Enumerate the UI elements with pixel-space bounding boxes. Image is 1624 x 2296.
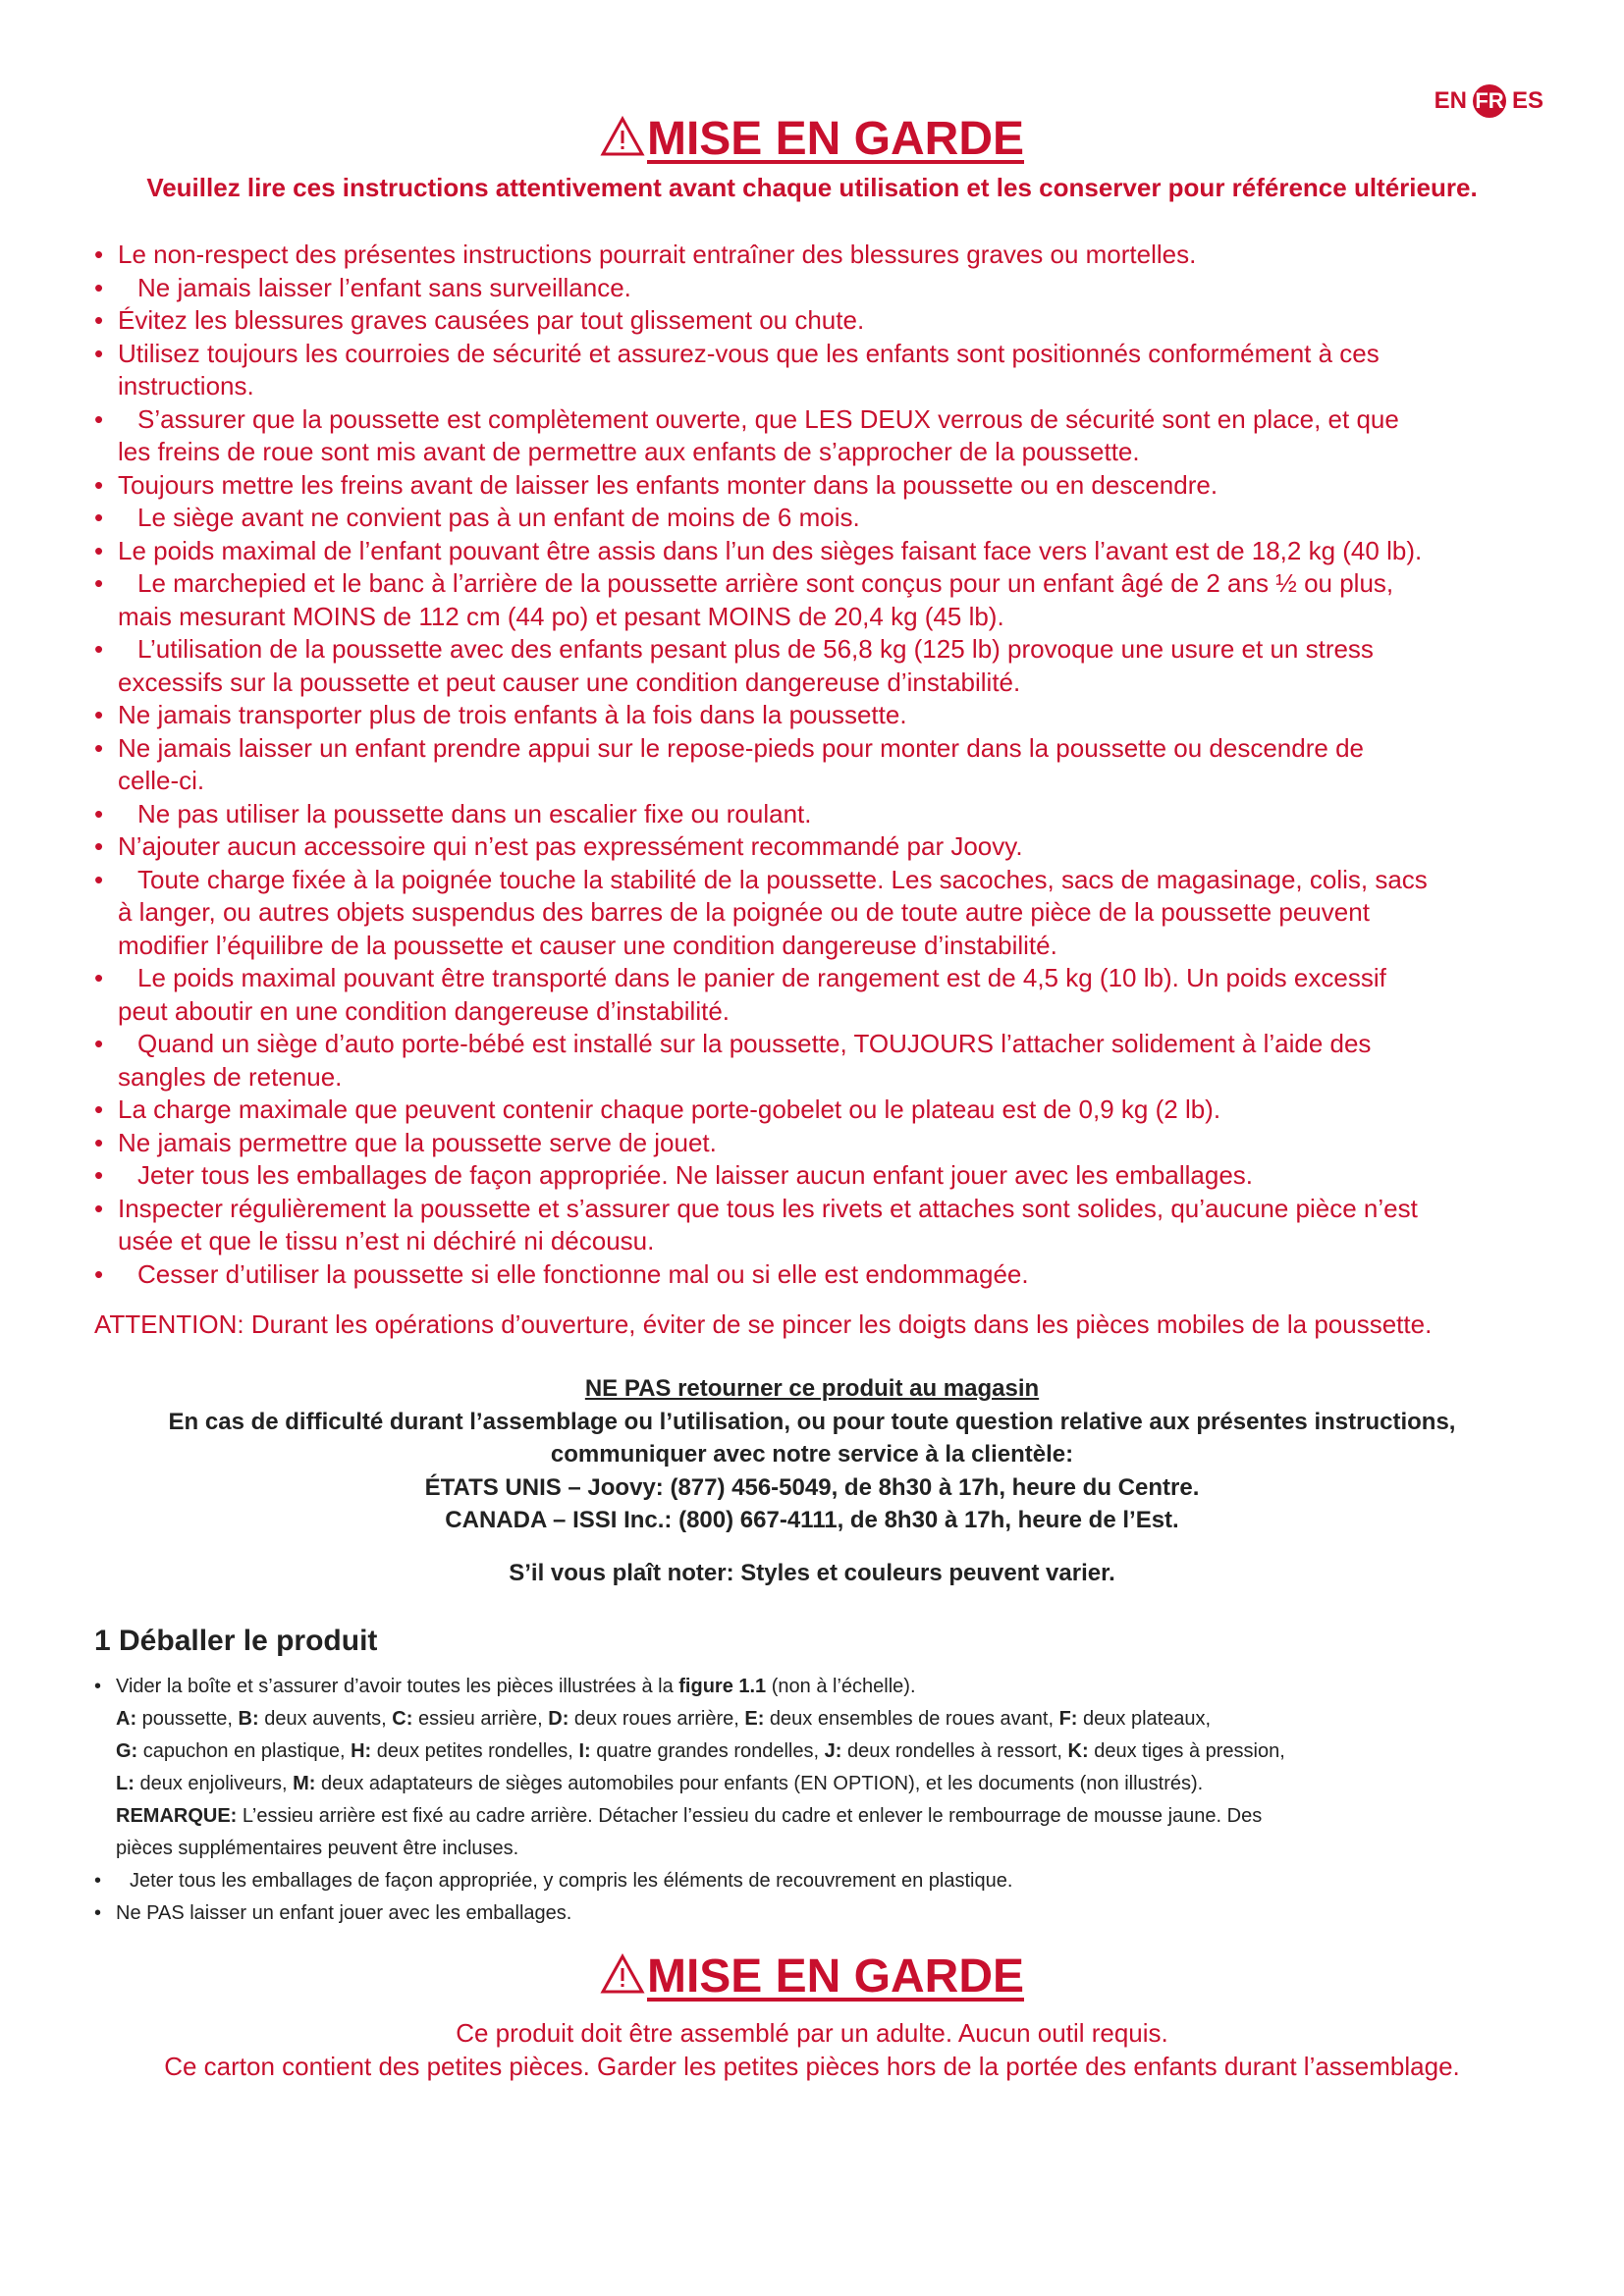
assembly-warning bbox=[0, 2016, 1624, 2083]
list-item: • Vider la boîte et s’assurer d’avoir toutes les pièces illustrées à la figure 1.1 (non à l’échelle). A: poussette, B: deux auvents, C: essieu arrière, D: deux roues arrière, E: deux ensembles de roues avant, F: deux plateaux, G: capuchon en plastique, H: deux petites rondelles, I: quatre grandes rondelles, J: deux rondelles à ressort, K: deux tiges à pression, L: deux enjoliveurs, M: deux adaptateurs de sièges automobiles pour enfants (EN OPTION), et les documents (non illustrés). REMARQUE: L’essieu arrière est fixé au cadre arrière. Détacher l’essieu du cadre et enlever le rembourrage de mousse jaune. Des pièces supplémentaires peuvent être incluses. bbox=[94, 1671, 1567, 1865]
list-item: • Ne PAS laisser un enfant jouer avec les emballages. bbox=[94, 1902, 572, 1924]
warning-item: • Quand un siège d’auto porte-bébé est installé sur la poussette, TOUJOURS l’attacher solidement à l’aide des sangles de retenue. bbox=[94, 1028, 1557, 1094]
contact-block bbox=[0, 1372, 1624, 1537]
warning-title-text: MISE EN GARDE bbox=[646, 1950, 1025, 2002]
warning-item: • L’utilisation de la poussette avec des enfants pesant plus de 56,8 kg (125 lb) provoque une usure et un stress excessifs sur la poussette et peut causer une condition dangereuse d’instabilité. bbox=[94, 633, 1557, 699]
warning-item: • S’assurer que la poussette est complètement ouverte, que LES DEUX verrous de sécurité sont en place, et que les freins de roue sont mis avant de permettre aux enfants de s’approcher de la poussette. bbox=[94, 403, 1557, 469]
parts-list-line: L: deux enjoliveurs, M: deux adaptateurs de sièges automobiles pour enfants (EN OPTION), et les documents (non illustrés). bbox=[116, 1773, 1204, 1794]
parts-list-line: G: capuchon en plastique, H: deux petites rondelles, I: quatre grandes rondelles, J: deux rondelles à ressort, K: deux tiges à pression, bbox=[116, 1740, 1285, 1762]
warning-title bbox=[0, 112, 1624, 167]
contact-us-phone: ÉTATS UNIS – Joovy: (877) 456-5049, de 8h30 à 17h, heure du Centre. bbox=[424, 1473, 1200, 1501]
warning-item: • Jeter tous les emballages de façon appropriée. Ne laisser aucun enfant jouer avec les emballages. bbox=[94, 1159, 1557, 1193]
warning-item: • Ne jamais transporter plus de trois enfants à la fois dans la poussette. bbox=[94, 699, 1557, 732]
contact-line: communiquer avec notre service à la clientèle: bbox=[550, 1441, 1074, 1468]
warning-item: • Le siège avant ne convient pas à un enfant de moins de 6 mois. bbox=[94, 502, 1557, 535]
assembly-line: Ce produit doit être assemblé par un adulte. Aucun outil requis. bbox=[456, 2018, 1168, 2048]
parts-list-line: A: poussette, B: deux auvents, C: essieu arrière, D: deux roues arrière, E: deux ensembles de roues avant, F: deux plateaux, bbox=[116, 1708, 1212, 1730]
contact-line: En cas de difficulté durant l’assemblage ou l’utilisation, ou pour toute question relative aux présentes instructions, bbox=[168, 1408, 1456, 1435]
remark-continued: pièces supplémentaires peuvent être incluses. bbox=[116, 1838, 519, 1859]
warning-item: • La charge maximale que peuvent contenir chaque porte-gobelet ou le plateau est de 0,9 kg (2 lb). bbox=[94, 1094, 1557, 1127]
lang-es[interactable]: ES bbox=[1511, 87, 1543, 114]
warning-item: • Le poids maximal pouvant être transporté dans le panier de rangement est de 4,5 kg (10 lb). Un poids excessif peut aboutir en une condition dangereuse d’instabilité. bbox=[94, 962, 1557, 1028]
remark: REMARQUE: L’essieu arrière est fixé au cadre arrière. Détacher l’essieu du cadre et enlever le rembourrage de mousse jaune. Des bbox=[116, 1805, 1263, 1827]
warning-item: • Le marchepied et le banc à l’arrière de la poussette arrière sont conçus pour un enfant âgé de 2 ans ½ ou plus, mais mesurant MOINS de 112 cm (44 po) et pesant MOINS de 20,4 kg (45 lb). bbox=[94, 567, 1557, 633]
unpack-section bbox=[94, 1671, 1567, 1930]
attention-note: ATTENTION: Durant les opérations d’ouverture, éviter de se pincer les doigts dans les pièces mobiles de la poussette. bbox=[94, 1309, 1433, 1339]
list-item: • Jeter tous les emballages de façon appropriée, y compris les éléments de recouvrement en plastique. bbox=[94, 1870, 1013, 1892]
lang-en[interactable]: EN bbox=[1434, 87, 1467, 114]
warning-item: • Le poids maximal de l’enfant pouvant être assis dans l’un des sièges faisant face vers l’avant est de 18,2 kg (40 lb). bbox=[94, 535, 1557, 568]
warning-item: • Cesser d’utiliser la poussette si elle fonctionne mal ou si elle est endommagée. bbox=[94, 1258, 1557, 1292]
warning-item: • Toute charge fixée à la poignée touche la stabilité de la poussette. Les sacoches, sacs de magasinage, colis, sacs à langer, ou autres objets suspendus des barres de la poignée ou de toute autre pièce de la poussette peuvent modifier l’équilibre de la poussette et causer une condition dangereuse d’instabilité. bbox=[94, 864, 1557, 963]
warning-item: • Utilisez toujours les courroies de sécurité et assurez-vous que les enfants sont positionnés conformément à ces instructions. bbox=[94, 338, 1557, 403]
contact-heading: NE PAS retourner ce produit au magasin bbox=[584, 1375, 1040, 1402]
warning-triangle-icon bbox=[600, 116, 645, 157]
styles-note: S’il vous plaît noter: Styles et couleurs peuvent varier. bbox=[509, 1560, 1115, 1586]
warning-item: • N’ajouter aucun accessoire qui n’est pas expressément recommandé par Joovy. bbox=[94, 830, 1557, 864]
warning-item: • Ne jamais laisser un enfant prendre appui sur le repose-pieds pour monter dans la poussette ou descendre de celle-ci. bbox=[94, 732, 1557, 798]
warning-list bbox=[94, 239, 1557, 1291]
warning-subtitle: Veuillez lire ces instructions attentivement avant chaque utilisation et les conserver pour référence ultérieure. bbox=[146, 173, 1478, 202]
warning-item: • Ne jamais laisser l’enfant sans surveillance. bbox=[94, 272, 1557, 305]
warning-triangle-icon bbox=[600, 1953, 645, 1995]
warning-item: • Le non-respect des présentes instructions pourrait entraîner des blessures graves ou mortelles. bbox=[94, 239, 1557, 272]
warning-item: • Inspecter régulièrement la poussette et s’assurer que tous les rivets et attaches sont solides, qu’aucune pièce n’est usée et que le tissu n’est ni déchiré ni décousu. bbox=[94, 1193, 1557, 1258]
warning-title bbox=[0, 1949, 1624, 2004]
contact-canada-phone: CANADA – ISSI Inc.: (800) 667-4111, de 8h30 à 17h, heure de l’Est. bbox=[445, 1507, 1179, 1533]
warning-item: • Évitez les blessures graves causées par tout glissement ou chute. bbox=[94, 304, 1557, 338]
section-heading-unpack: 1 Déballer le produit bbox=[94, 1625, 378, 1657]
warning-item: • Ne jamais permettre que la poussette serve de jouet. bbox=[94, 1127, 1557, 1160]
warning-title-text: MISE EN GARDE bbox=[646, 113, 1025, 165]
warning-item: • Toujours mettre les freins avant de laisser les enfants monter dans la poussette ou en descendre. bbox=[94, 469, 1557, 503]
warning-item: • Ne pas utiliser la poussette dans un escalier fixe ou roulant. bbox=[94, 798, 1557, 831]
small-parts-line: Ce carton contient des petites pièces. Garder les petites pièces hors de la portée des enfants durant l’assemblage. bbox=[164, 2052, 1460, 2081]
lang-fr[interactable]: FR bbox=[1473, 84, 1506, 118]
